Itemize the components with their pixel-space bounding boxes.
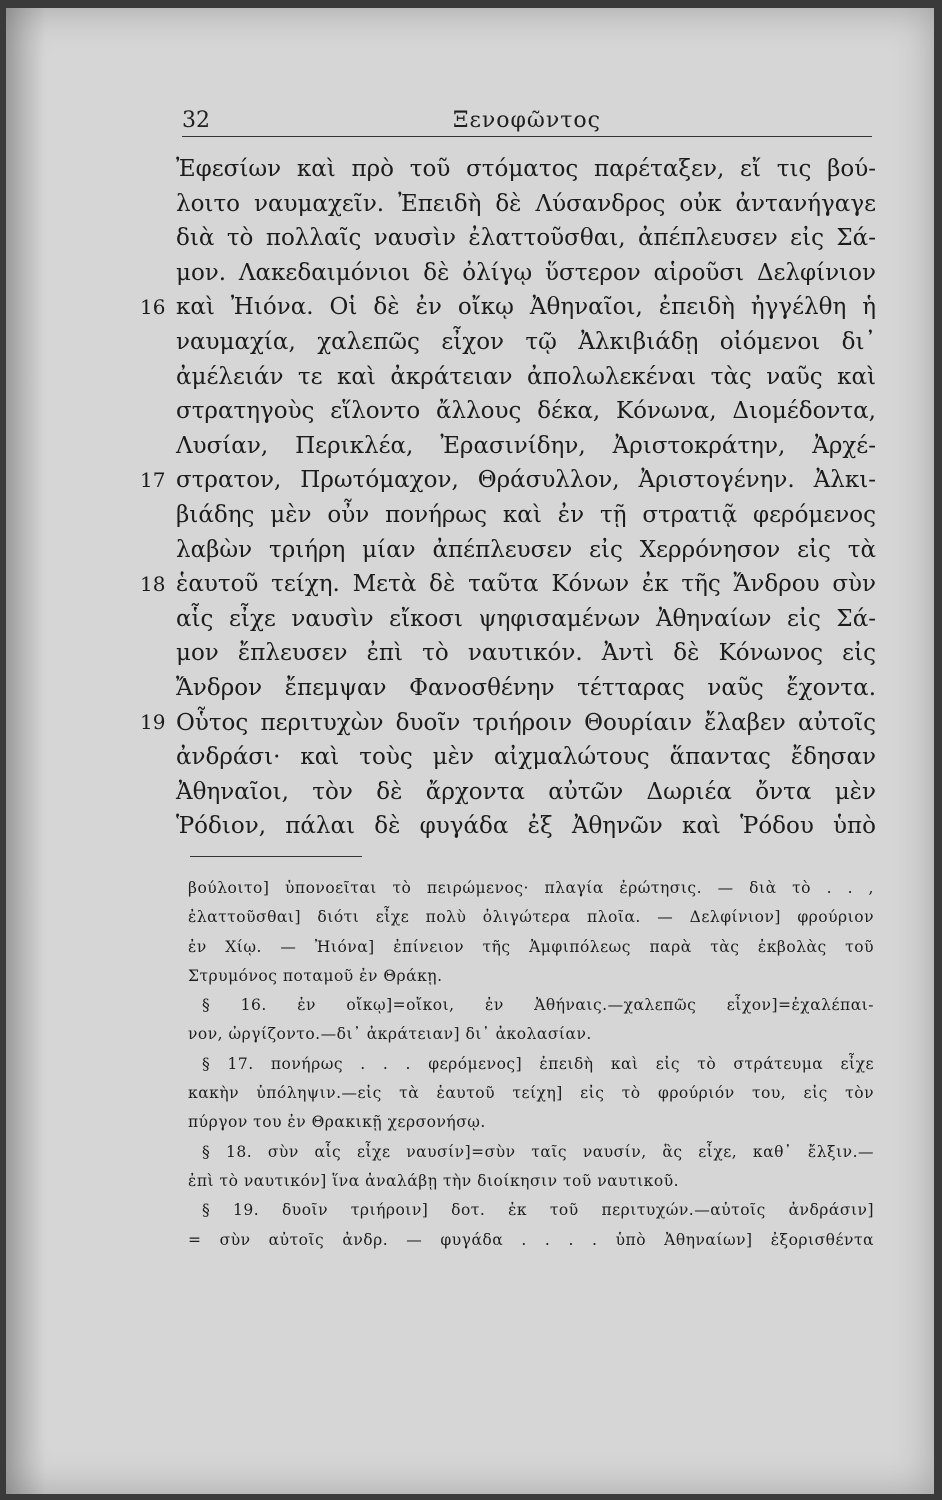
- text-line: Οὗτος περιτυχὼν δυοῖν τριήροιν Θουρίαιν ἔλαβεν αὐτοῖς: [176, 709, 876, 736]
- text-line: μον. Λακεδαιμόνιοι δὲ ὀλίγῳ ὕστερον αἱροῦσι Δελφίνιον: [176, 259, 876, 286]
- footnote-line: § 19. δυοῖν τριήροιν] δοτ. ἐκ τοῦ περιτυχών.—αὐτοῖς ἀνδράσιν]: [202, 1201, 874, 1220]
- text-line: Ἐφεσίων καὶ πρὸ τοῦ στόματος παρέταξεν, εἴ τις βού-: [176, 156, 876, 182]
- footnote-line: βούλοιτο] ὑπονοεῖται τὸ πειρώμενος· πλαγία ἐρώτησις. — διὰ τὸ . . ,: [188, 879, 874, 897]
- text-line: Λυσίαν, Περικλέα, Ἐρασινίδην, Ἀριστοκράτην, Ἀρχέ-: [176, 432, 876, 459]
- text-line: καὶ Ἠιόνα. Οἱ δὲ ἐν οἴκῳ Ἀθηναῖοι, ἐπειδὴ ἠγγέλθη ἡ: [176, 294, 876, 321]
- text-line: Ἄνδρον ἔπεμψαν Φανοσθένην τέτταρας ναῦς ἔχοντα.: [176, 674, 876, 701]
- text-line: Ἀθηναῖοι, τὸν δὲ ἄρχοντα αὐτῶν Δωριέα ὄντα μὲν: [176, 778, 876, 805]
- main-text: [176, 152, 876, 844]
- footnote-line: ἐλαττοῦσθαι] διότι εἶχε πολὺ ὀλιγώτερα πλοῖα. — Δελφίνιον] φρούριον: [188, 908, 874, 927]
- text-line: διὰ τὸ πολλαῖς ναυσὶν ἐλαττοῦσθαι, ἀπέπλευσεν εἰς Σά-: [176, 225, 876, 252]
- section-number-17: 17: [140, 468, 166, 492]
- text-line: βιάδης μὲν οὖν πονήρως καὶ ἐν τῇ στρατιᾷ φερόμενος: [176, 501, 876, 528]
- text-line: στρατηγοὺς εἵλοντο ἄλλους δέκα, Κόνωνα, Διομέδοντα,: [176, 398, 876, 425]
- footnote-line: κακὴν ὑπόληψιν.—εἰς τὰ ἑαυτοῦ τείχη] εἰς τὸ φρούριόν του, εἰς τὸν: [188, 1084, 874, 1103]
- text-line: ἀμέλειάν τε καὶ ἀκράτειαν ἀπολωλεκέναι τὰς ναῦς καὶ: [176, 363, 876, 390]
- page-shadow: [6, 8, 46, 1494]
- footnote-rule: [190, 856, 362, 857]
- footnote-line: πύργον του ἐν Θρακικῇ χερσονήσῳ.: [188, 1113, 486, 1132]
- text-line: μον ἔπλευσεν ἐπὶ τὸ ναυτικόν. Ἀντὶ δὲ Κόνωνος εἰς: [176, 640, 876, 667]
- text-line: λαβὼν τριήρη μίαν ἀπέπλευσεν εἰς Χερρόνησον εἰς τὰ: [176, 536, 876, 563]
- footnote-line: ἐπὶ τὸ ναυτικόν] ἵνα ἀναλάβῃ τὴν διοίκησιν τοῦ ναυτικοῦ.: [188, 1171, 680, 1190]
- section-number-16: 16: [140, 295, 166, 319]
- section-number-19: 19: [140, 710, 166, 734]
- text-line: λοιτο ναυμαχεῖν. Ἐπειδὴ δὲ Λύσανδρος οὐκ ἀντανήγαγε: [176, 190, 876, 217]
- text-line: στρατον, Πρωτόμαχον, Θράσυλλον, Ἀριστογένην. Ἀλκι-: [176, 467, 876, 494]
- text-line: Ῥόδιον, πάλαι δὲ φυγάδα ἐξ Ἀθηνῶν καὶ Ῥόδου ὑπὸ: [176, 813, 876, 840]
- footnote-line: Στρυμόνος ποταμοῦ ἐν Θράκῃ.: [188, 966, 443, 985]
- page-number: 32: [182, 108, 210, 133]
- footnote-line: ἐν Χίῳ. — Ἠιόνα] ἐπίνειον τῆς Ἀμφιπόλεως παρὰ τὰς ἐκβολὰς τοῦ: [188, 937, 874, 956]
- section-number-18: 18: [140, 572, 166, 596]
- footnote-line: § 17. πονήρως . . . φερόμενος] ἐπειδὴ καὶ εἰς τὸ στράτευμα εἶχε: [202, 1054, 874, 1073]
- running-title: Ξενοφῶντος: [453, 108, 601, 133]
- footnote-line: § 16. ἐν οἴκῳ]=οἴκοι, ἐν Ἀθήναις.—χαλεπῶς εἶχον]=ἐχαλέπαι-: [202, 996, 874, 1015]
- footnote-line: νον, ὠργίζοντο.—δι᾽ ἀκράτειαν] δι᾽ ἀκολασίαν.: [188, 1025, 592, 1044]
- footnote-line: = σὺν αὐτοῖς ἀνδρ. — φυγάδα . . . . ὑπὸ Ἀθηναίων] ἐξορισθέντα: [188, 1230, 874, 1249]
- footnote-line: § 18. σὺν αἷς εἶχε ναυσίν]=σὺν ταῖς ναυσίν, ἃς εἶχε, καθ᾽ ἔλξιν.—: [202, 1142, 874, 1161]
- text-line: αἷς εἶχε ναυσὶν εἴκοσι ψηφισαμένων Ἀθηναίων εἰς Σά-: [176, 605, 876, 632]
- footnotes: [188, 874, 874, 1255]
- text-line: ἑαυτοῦ τείχη. Μετὰ δὲ ταῦτα Κόνων ἐκ τῆς Ἄνδρου σὺν: [176, 571, 876, 598]
- text-line: ἀνδράσι· καὶ τοὺς μὲν αἰχμαλώτους ἅπαντας ἔδησαν: [176, 744, 876, 771]
- text-line: ναυμαχία, χαλεπῶς εἶχον τῷ Ἀλκιβιάδῃ οἰόμενοι δι᾽: [176, 328, 876, 355]
- page-header: [182, 108, 872, 137]
